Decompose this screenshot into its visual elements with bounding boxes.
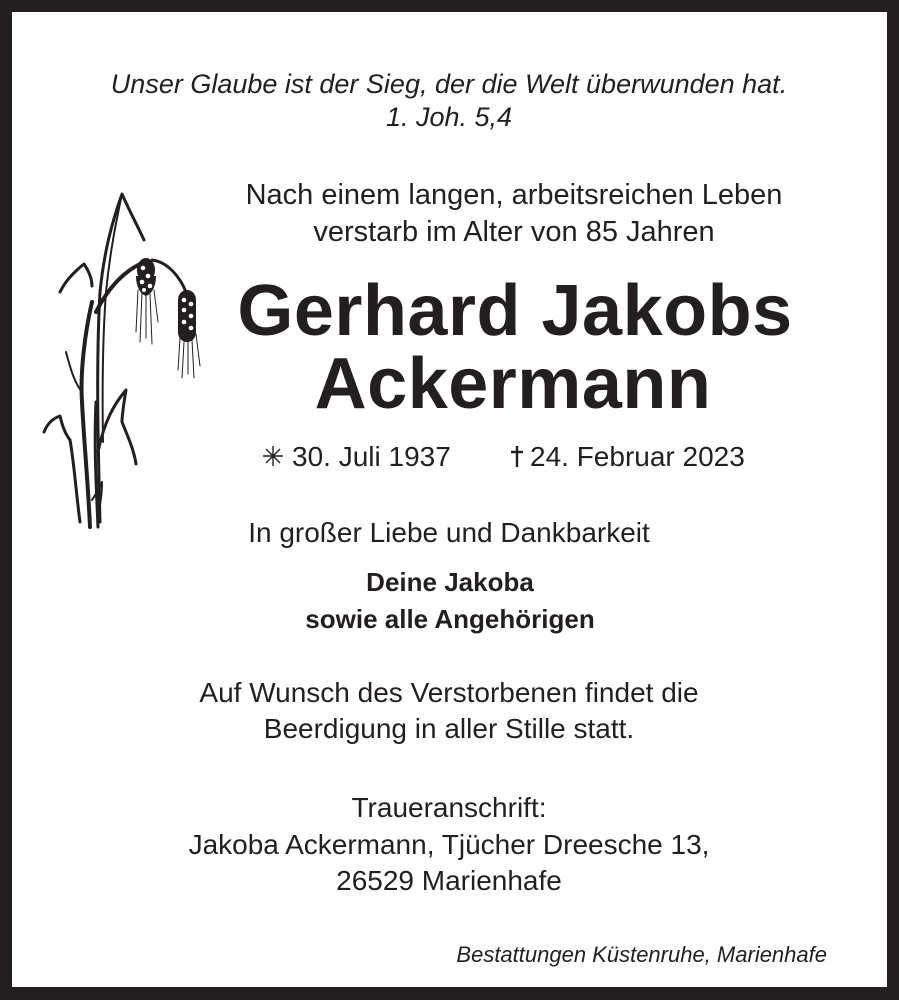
funeral-note-line-2: Beerdigung in aller Stille statt. xyxy=(263,713,635,744)
address-line-2: 26529 Marienhafe xyxy=(336,865,562,896)
dedication: In großer Liebe und Dankbarkeit xyxy=(248,517,650,548)
intro-line-1: Nach einem langen, arbeitsreichen Leben xyxy=(245,179,783,211)
intro-line-2: verstarb im Alter von 85 Jahren xyxy=(313,216,715,248)
address-line-1: Jakoba Ackermann, Tjücher Dreesche 13, xyxy=(188,829,710,860)
star-icon xyxy=(262,445,284,467)
deceased-name-line-2: Ackermann xyxy=(314,344,712,424)
cross-icon xyxy=(510,445,524,467)
death-date-group xyxy=(510,439,745,475)
death-date: 24. Februar 2023 xyxy=(530,441,745,472)
funeral-home: Bestattungen Küstenruhe, Marienhafe xyxy=(456,942,827,967)
funeral-note-line-1: Auf Wunsch des Verstorbenen findet die xyxy=(199,677,699,708)
mourner-line-2: sowie alle Angehörigen xyxy=(305,604,595,634)
deceased-name-line-1: Gerhard Jakobs xyxy=(237,271,793,351)
address-label: Traueranschrift: xyxy=(351,792,547,823)
wheat-grass-illustration-icon xyxy=(40,182,220,532)
birth-date: 30. Juli 1937 xyxy=(292,441,451,472)
mourner-line-1: Deine Jakoba xyxy=(366,567,534,597)
birth-date-group xyxy=(262,439,451,475)
bible-quote: Unser Glaube ist der Sieg, der die Welt überwunden hat. xyxy=(110,69,788,99)
bible-reference: 1. Joh. 5,4 xyxy=(385,102,513,132)
